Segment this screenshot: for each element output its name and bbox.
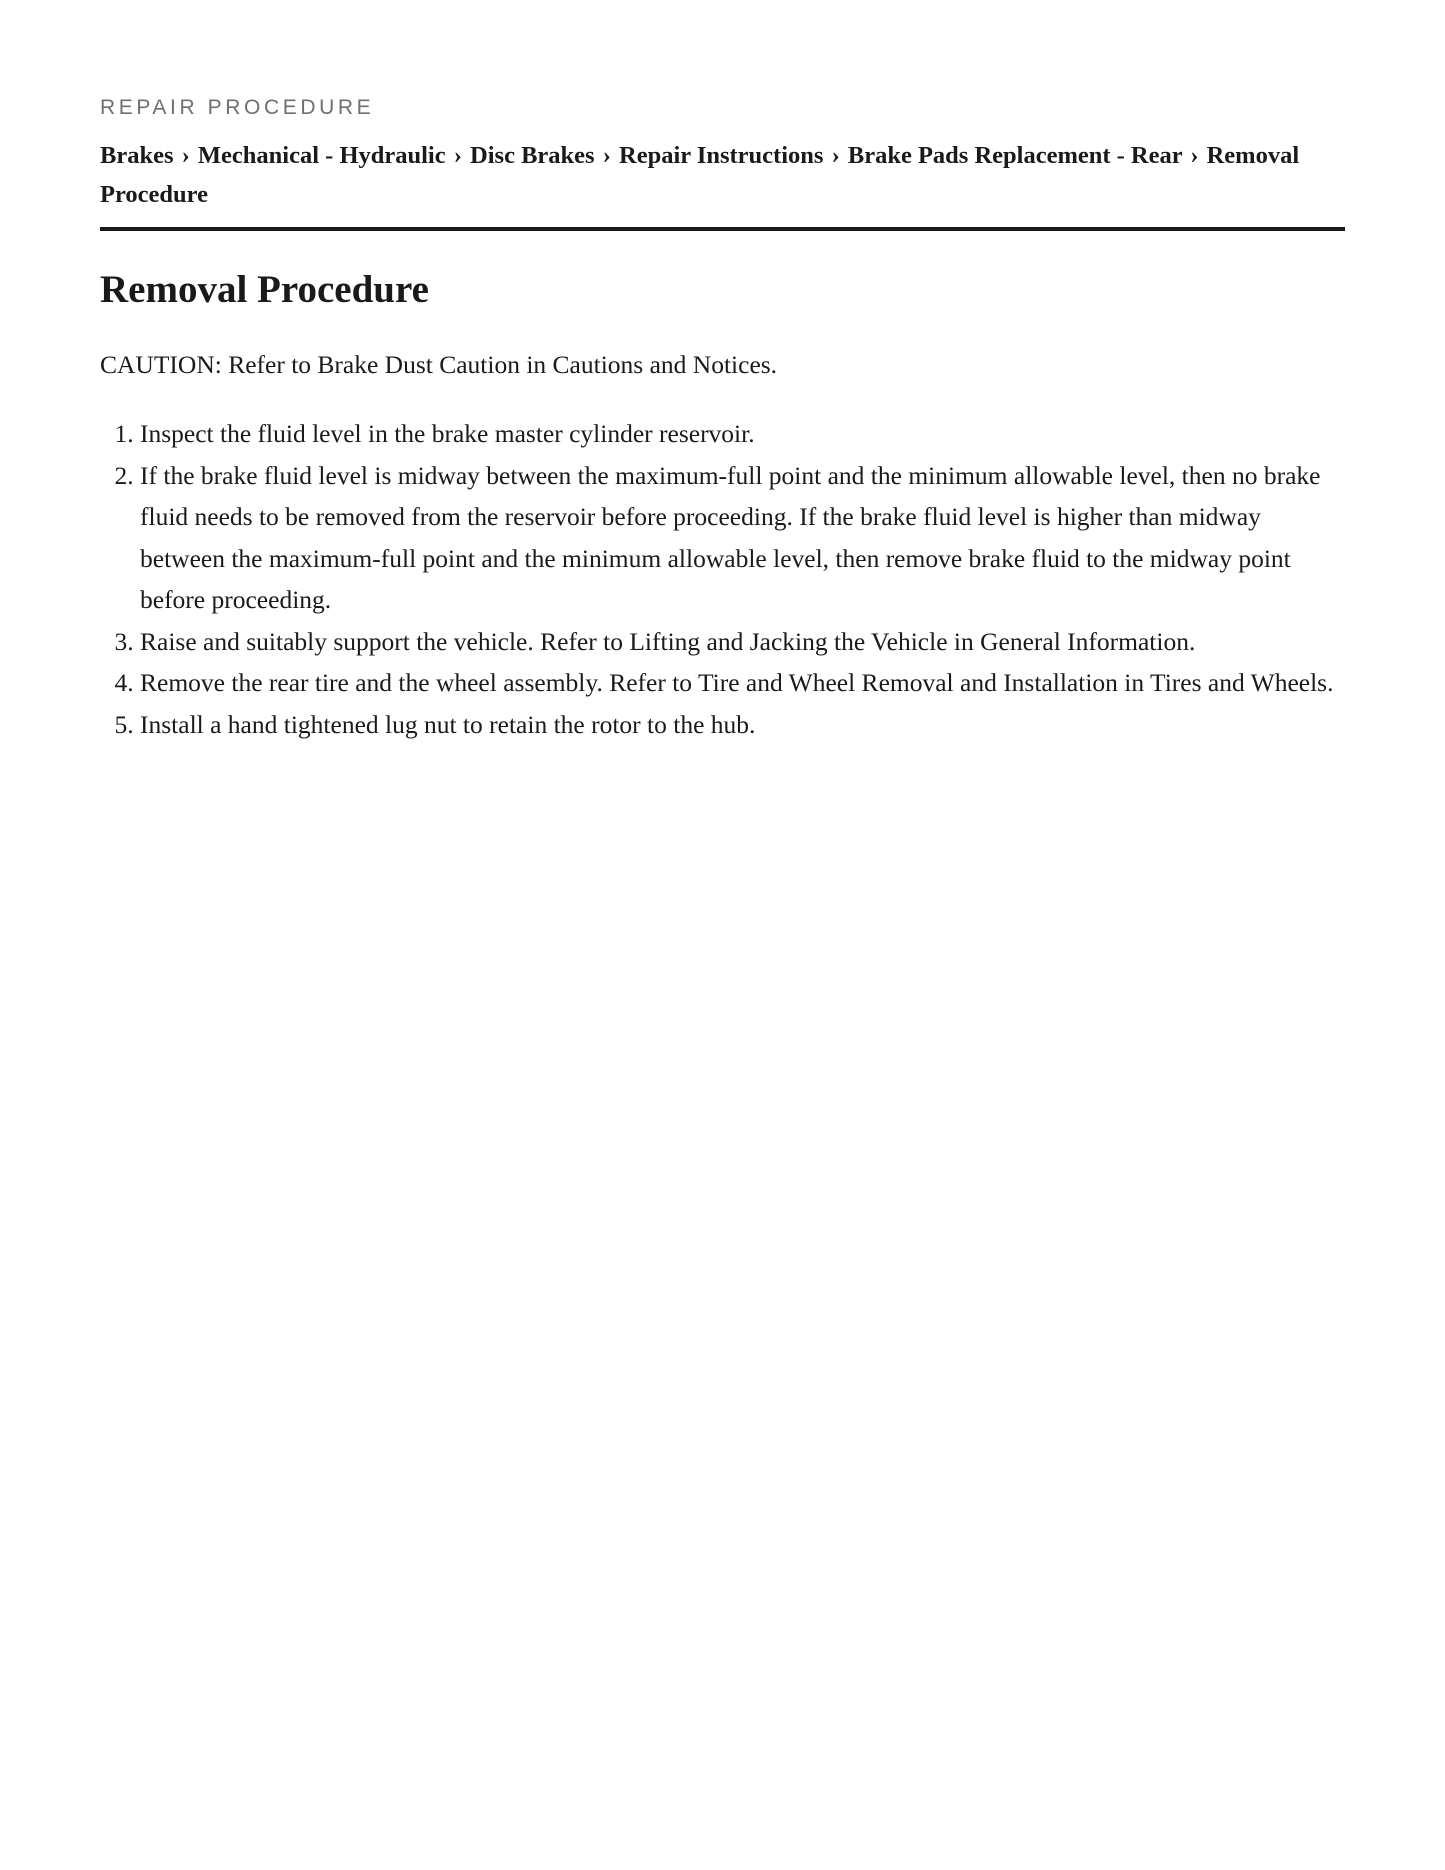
breadcrumb-separator-icon: › <box>453 142 462 169</box>
caution-note: CAUTION: Refer to Brake Dust Caution in Cautions and Notices. <box>100 350 778 379</box>
breadcrumb-separator-icon: › <box>831 142 840 169</box>
section-kicker: REPAIR PROCEDURE <box>100 96 375 119</box>
breadcrumb-item-mechanical-hydraulic[interactable]: Mechanical - Hydraulic <box>197 142 446 169</box>
breadcrumb-item-brake-pads-replacement-rear[interactable]: Brake Pads Replacement - Rear <box>847 142 1183 169</box>
procedure-steps-list <box>100 413 1345 745</box>
procedure-step-1: 1. Inspect the fluid level in the brake master cylinder reservoir. <box>140 413 1345 455</box>
breadcrumb-item-brakes[interactable]: Brakes <box>100 142 174 169</box>
procedure-step-2: 2. If the brake fluid level is midway between the maximum-full point and the minimum allowable level, then no brake fluid needs to be removed from the reservoir before proceeding. If the brake fluid level is higher than midway between the maximum-full point and the minimum allowable level, then remove brake fluid to the midway point before proceeding. <box>140 455 1345 621</box>
breadcrumb-separator-icon: › <box>602 142 611 169</box>
breadcrumb-separator-icon: › <box>1190 142 1199 169</box>
header-divider <box>100 227 1345 231</box>
breadcrumb-item-removal-procedure: Removal Procedure <box>100 142 1300 208</box>
page-title: Removal Procedure <box>100 268 429 311</box>
breadcrumb <box>100 136 1345 214</box>
breadcrumb-item-repair-instructions[interactable]: Repair Instructions <box>619 142 824 169</box>
breadcrumb-separator-icon: › <box>181 142 190 169</box>
breadcrumb-item-disc-brakes[interactable]: Disc Brakes <box>470 142 595 169</box>
procedure-step-5: 5. Install a hand tightened lug nut to retain the rotor to the hub. <box>140 704 1345 746</box>
procedure-step-3: 3. Raise and suitably support the vehicle. Refer to Lifting and Jacking the Vehicle in General Information. <box>140 621 1345 663</box>
procedure-step-4: 4. Remove the rear tire and the wheel assembly. Refer to Tire and Wheel Removal and Installation in Tires and Wheels. <box>140 662 1345 704</box>
